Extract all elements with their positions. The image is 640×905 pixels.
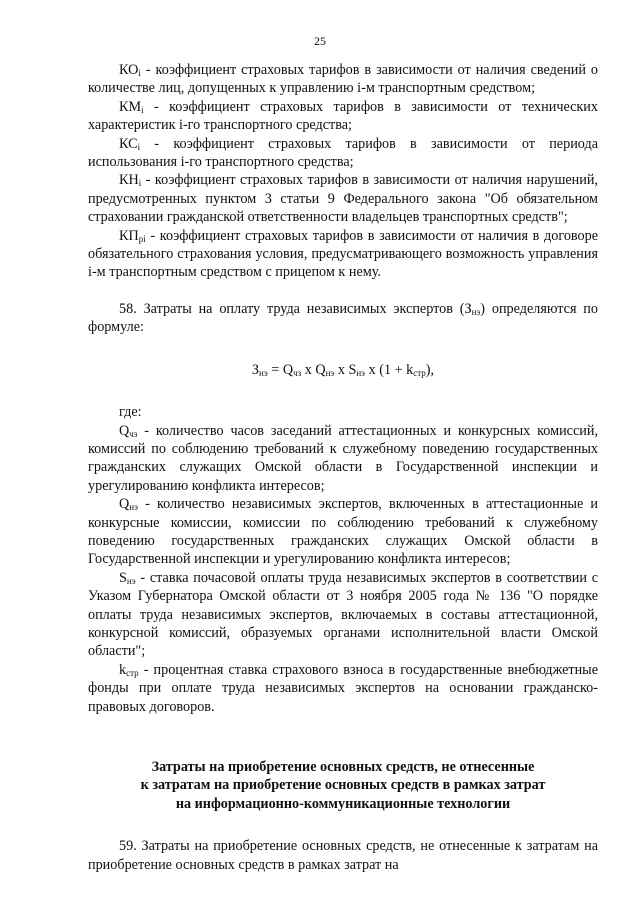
formula-expert-costs xyxy=(88,361,598,379)
definition-q-chz xyxy=(88,422,598,496)
formula-subscript: чз xyxy=(293,367,302,378)
definition-subscript: стр xyxy=(126,667,139,678)
paragraph-58-subscript: нэ xyxy=(471,306,481,317)
formula-term: = Q xyxy=(267,361,294,378)
formula-subscript: нэ xyxy=(259,367,268,378)
definition-k-str xyxy=(88,661,598,716)
formula-term: ), xyxy=(425,361,435,378)
definition-text: - ставка почасовой оплаты труда независимых экспертов в соответствии с Указом Губернатора Омской области от 3 ноября 2005 года № 136 "О порядке оплаты труда независимых экспертов, включаемых в составы аттестационной, конкурсной комиссий, образуемых органами исполнительной власти Омской области"; xyxy=(88,569,598,660)
paragraph-spacer xyxy=(88,282,598,300)
definition-text: - количество независимых экспертов, включенных в аттестационные и конкурсные комиссии, комиссии по соблюдению требований к служебному поведению государственных гражданских служащих Омской области в Государственной инспекции и урегулированию конфликта интересов; xyxy=(88,496,598,568)
definition-s-ne xyxy=(88,569,598,661)
paragraph-spacer xyxy=(88,813,598,837)
page-number: 25 xyxy=(314,34,326,48)
section-heading-line: Затраты на приобретение основных средств, не отнесенные xyxy=(151,759,535,775)
definition-subscript: нэ xyxy=(126,575,136,586)
formula-subscript: нэ xyxy=(325,367,335,378)
section-spacer xyxy=(88,716,598,758)
definition-subscript: чз xyxy=(129,428,138,439)
page-content xyxy=(88,61,598,874)
formula-term: x Q xyxy=(301,361,326,378)
definition-symbol: k xyxy=(119,661,127,678)
coefficient-text: - коэффициент страховых тарифов в зависимости от наличия сведений о количестве лиц, допущенных к управлению i-м транспортным средством; xyxy=(88,62,598,97)
formula-subscript: нэ xyxy=(356,367,366,378)
coefficient-subscript: i xyxy=(141,104,144,115)
paragraph-58-text-before: 58. Затраты на оплату труда независимых экспертов (З xyxy=(119,300,472,317)
coefficient-symbol: КН xyxy=(119,172,139,189)
coefficient-km xyxy=(88,98,598,135)
coefficient-ks xyxy=(88,135,598,172)
coefficient-definitions xyxy=(88,61,598,282)
coefficient-symbol: КО xyxy=(119,62,139,78)
coefficient-kp xyxy=(88,227,598,282)
definition-symbol: S xyxy=(119,569,127,586)
section-heading-line: к затратам на приобретение основных средств в рамках затрат xyxy=(140,777,546,794)
paragraph-58 xyxy=(88,300,598,337)
coefficient-text: - коэффициент страховых тарифов в зависимости от технических характеристик i-го транспортного средства; xyxy=(88,98,598,134)
coefficient-subscript: pi xyxy=(138,233,146,244)
variable-definitions xyxy=(88,422,598,717)
paragraph-59: 59. Затраты на приобретение основных средств, не отнесенные к затратам на приобретение основных средств в рамках затрат на xyxy=(88,838,598,873)
coefficient-symbol: КМ xyxy=(119,98,142,115)
coefficient-ko xyxy=(88,61,598,98)
definition-text: - процентная ставка страхового взноса в государственные внебюджетные фонды при оплате труда независимых экспертов на основании гражданско-правовых договоров. xyxy=(88,661,598,715)
coefficient-text: - коэффициент страховых тарифов в зависимости от периода использования i-го транспортного средства; xyxy=(88,135,598,171)
formula-term: x (1 + k xyxy=(365,361,414,378)
coefficient-subscript: i xyxy=(138,68,141,78)
definition-symbol: Q xyxy=(119,496,130,513)
coefficient-subscript: i xyxy=(138,178,142,189)
coefficient-symbol: КС xyxy=(119,135,138,152)
coefficient-text: - коэффициент страховых тарифов в зависимости от наличия в договоре обязательного страхования условия, предусматривающего возможность управления i-м транспортным средством с прицепом к нему. xyxy=(88,227,598,281)
coefficient-symbol: КП xyxy=(119,227,139,244)
paragraph-58-text-after: ) определяются по формуле: xyxy=(88,300,598,336)
definition-subscript: нэ xyxy=(129,502,138,513)
definition-symbol: Q xyxy=(119,422,130,439)
coefficient-text: - коэффициент страховых тарифов в зависимости от наличия нарушений, предусмотренных пунктом 3 статьи 9 Федерального закона "Об обязательном страховании гражданской ответственности владельцев транспортных средств"; xyxy=(88,172,598,226)
coefficient-kn xyxy=(88,171,598,226)
definition-q-ne xyxy=(88,495,598,569)
formula-subscript: стр xyxy=(413,367,426,378)
formula-term: З xyxy=(251,361,260,378)
section-heading-line: на информационно-коммуникационные технологии xyxy=(175,795,511,812)
definition-text: - количество часов заседаний аттестационных и конкурсных комиссий, комиссий по соблюдению требований к служебному поведению государственных гражданских служащих Омской области в Государственной инспекции и урегулированию конфликта интересов; xyxy=(88,422,598,494)
coefficient-subscript: i xyxy=(137,141,141,152)
formula-term: x S xyxy=(334,361,357,378)
section-heading xyxy=(88,758,598,813)
where-label: где: xyxy=(119,404,142,421)
